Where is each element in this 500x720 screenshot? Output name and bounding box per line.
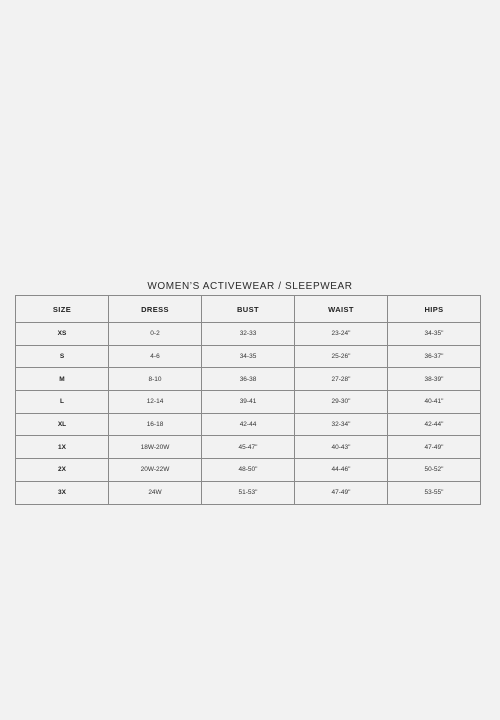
table-row — [16, 391, 481, 414]
dress-cell: 8-10 — [109, 368, 202, 391]
dress-cell: 0-2 — [109, 323, 202, 346]
waist-cell: 40-43" — [295, 436, 388, 459]
size-cell: L — [16, 391, 109, 414]
size-cell: 1X — [16, 436, 109, 459]
header-size: SIZE — [16, 296, 109, 323]
size-cell: S — [16, 345, 109, 368]
hips-cell: 47-49" — [388, 436, 481, 459]
bust-cell: 42-44 — [202, 413, 295, 436]
hips-cell: 36-37" — [388, 345, 481, 368]
waist-cell: 32-34" — [295, 413, 388, 436]
hips-cell: 50-52" — [388, 459, 481, 482]
bust-cell: 51-53" — [202, 481, 295, 504]
hips-cell: 42-44" — [388, 413, 481, 436]
size-chart-table — [15, 295, 481, 505]
header-bust: BUST — [202, 296, 295, 323]
hips-cell: 53-55" — [388, 481, 481, 504]
waist-cell: 29-30" — [295, 391, 388, 414]
hips-cell: 38-39" — [388, 368, 481, 391]
size-cell: 3X — [16, 481, 109, 504]
dress-cell: 12-14 — [109, 391, 202, 414]
header-waist: WAIST — [295, 296, 388, 323]
bust-cell: 39-41 — [202, 391, 295, 414]
table-row — [16, 436, 481, 459]
table-row — [16, 323, 481, 346]
table-row — [16, 413, 481, 436]
dress-cell: 24W — [109, 481, 202, 504]
dress-cell: 4-6 — [109, 345, 202, 368]
size-cell: 2X — [16, 459, 109, 482]
table-row — [16, 345, 481, 368]
bust-cell: 45-47" — [202, 436, 295, 459]
waist-cell: 25-26" — [295, 345, 388, 368]
dress-cell: 20W-22W — [109, 459, 202, 482]
chart-title: WOMEN’S ACTIVEWEAR / SLEEPWEAR — [147, 281, 353, 292]
waist-cell: 23-24" — [295, 323, 388, 346]
header-hips: HIPS — [388, 296, 481, 323]
bust-cell: 48-50" — [202, 459, 295, 482]
size-cell: M — [16, 368, 109, 391]
bust-cell: 36-38 — [202, 368, 295, 391]
size-cell: XS — [16, 323, 109, 346]
bust-cell: 34-35 — [202, 345, 295, 368]
size-cell: XL — [16, 413, 109, 436]
bust-cell: 32-33 — [202, 323, 295, 346]
waist-cell: 47-49" — [295, 481, 388, 504]
table-row — [16, 368, 481, 391]
hips-cell: 34-35" — [388, 323, 481, 346]
hips-cell: 40-41" — [388, 391, 481, 414]
table-row — [16, 459, 481, 482]
waist-cell: 44-46" — [295, 459, 388, 482]
header-dress: DRESS — [109, 296, 202, 323]
header-row — [16, 296, 481, 323]
waist-cell: 27-28" — [295, 368, 388, 391]
dress-cell: 18W-20W — [109, 436, 202, 459]
dress-cell: 16-18 — [109, 413, 202, 436]
table-row — [16, 481, 481, 504]
